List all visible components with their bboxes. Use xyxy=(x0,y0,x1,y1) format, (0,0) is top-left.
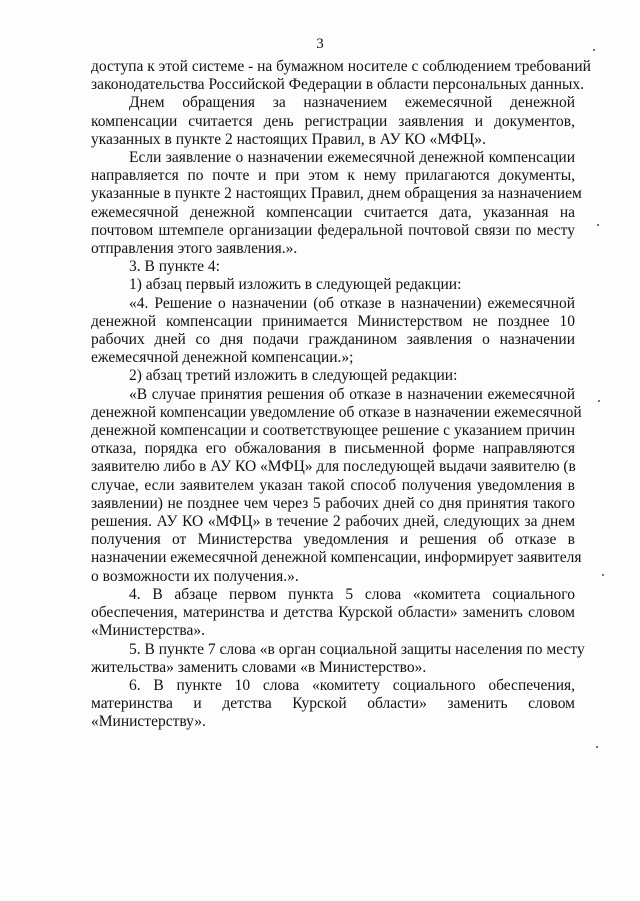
text-line: компенсации считается день регистрации заявления и документов, xyxy=(91,112,575,130)
text-line: жительства» заменить словами «в Министерство». xyxy=(91,658,427,676)
scan-speck xyxy=(598,400,600,402)
paragraph xyxy=(91,385,582,586)
document-body xyxy=(91,58,591,732)
text-line: доступа к этой системе - на бумажном носителе с соблюдением требований xyxy=(91,58,591,75)
text-line: обеспечения, материнства и детства Курской области» заменить словом xyxy=(91,604,575,622)
paragraph xyxy=(91,677,575,732)
text-line: указанных в пункте 2 настоящих Правил, в АУ КО «МФЦ». xyxy=(91,130,486,148)
scan-speck xyxy=(597,224,599,226)
text-line: 3. В пункте 4: xyxy=(129,258,220,276)
text-line: 1) абзац первый изложить в следующей редакции: xyxy=(129,276,462,294)
text-line: 4. В абзаце первом пункта 5 слова «комитета социального xyxy=(129,585,575,603)
text-line: отказа, порядка его обжалования в письменной форме направляются xyxy=(91,440,575,458)
text-line: 6. В пункте 10 слова «комитету социального обеспечения, xyxy=(129,676,575,694)
text-line: заявлении) не позднее чем через 5 рабочих дней со дня принятия такого xyxy=(91,494,575,512)
text-line: Днем обращения за назначением ежемесячной денежной xyxy=(129,94,575,112)
text-line: назначении ежемесячной денежной компенсации, информирует заявителя xyxy=(91,549,582,567)
page-number: 3 xyxy=(316,36,324,52)
text-line: ежемесячной денежной компенсации считается дата, указанная на xyxy=(91,203,575,221)
paragraph xyxy=(91,640,585,677)
paragraph xyxy=(91,149,582,258)
scan-speck xyxy=(602,574,604,576)
text-line: направляется по почте и при этом к нему прилагаются документы, xyxy=(91,167,575,185)
text-line: материнства и детства Курской области» заменить словом xyxy=(91,695,575,713)
text-line: решения. АУ КО «МФЦ» в течение 2 рабочих дней, следующих за днем xyxy=(91,513,575,531)
text-line: о возможности их получения.». xyxy=(91,567,299,585)
text-line: случае, если заявителем указан такой способ получения уведомления в xyxy=(91,476,575,494)
text-line: законодательства Российской Федерации в области персональных данных. xyxy=(91,76,585,94)
text-line: денежной компенсации принимается Министерством не позднее 10 xyxy=(91,312,575,330)
text-line: рабочих дней со дня подачи гражданином заявления о назначении xyxy=(91,331,575,349)
scan-speck xyxy=(593,49,595,51)
text-line: почтовом штемпеле организации федеральной почтовой связи по месту xyxy=(91,221,575,239)
text-line: получения от Министерства уведомления и решения об отказе в xyxy=(91,531,575,549)
text-line: отправления этого заявления.». xyxy=(91,240,298,258)
text-line: «Министерству». xyxy=(91,713,206,731)
paragraph xyxy=(91,295,575,368)
paragraph xyxy=(91,367,575,385)
text-line: указанные в пункте 2 настоящих Правил, днем обращения за назначением xyxy=(91,185,582,203)
text-line: 5. В пункте 7 слова «в орган социальной защиты населения по месту xyxy=(129,640,585,658)
scan-speck xyxy=(596,746,598,748)
text-line: денежной компенсации и соответствующее решение с указанием причин xyxy=(91,422,575,440)
paragraph xyxy=(91,276,575,294)
text-line: «4. Решение о назначении (об отказе в назначении) ежемесячной xyxy=(129,294,575,312)
text-line: «В случае принятия решения об отказе в назначении ежемесячной xyxy=(129,385,575,403)
text-line: заявителю либо в АУ КО «МФЦ» для последующей выдачи заявителю (в xyxy=(91,458,576,476)
paragraph xyxy=(91,586,575,641)
text-line: ежемесячной денежной компенсации.»; xyxy=(91,349,354,367)
text-line: денежной компенсации уведомление об отказе в назначении ежемесячной xyxy=(91,403,582,421)
paragraph xyxy=(91,94,575,149)
paragraph xyxy=(91,258,575,276)
text-line: Если заявление о назначении ежемесячной денежной компенсации xyxy=(129,149,575,167)
text-line: 2) абзац третий изложить в следующей редакции: xyxy=(129,367,458,385)
text-line: «Министерства». xyxy=(91,622,205,640)
paragraph xyxy=(91,58,591,94)
